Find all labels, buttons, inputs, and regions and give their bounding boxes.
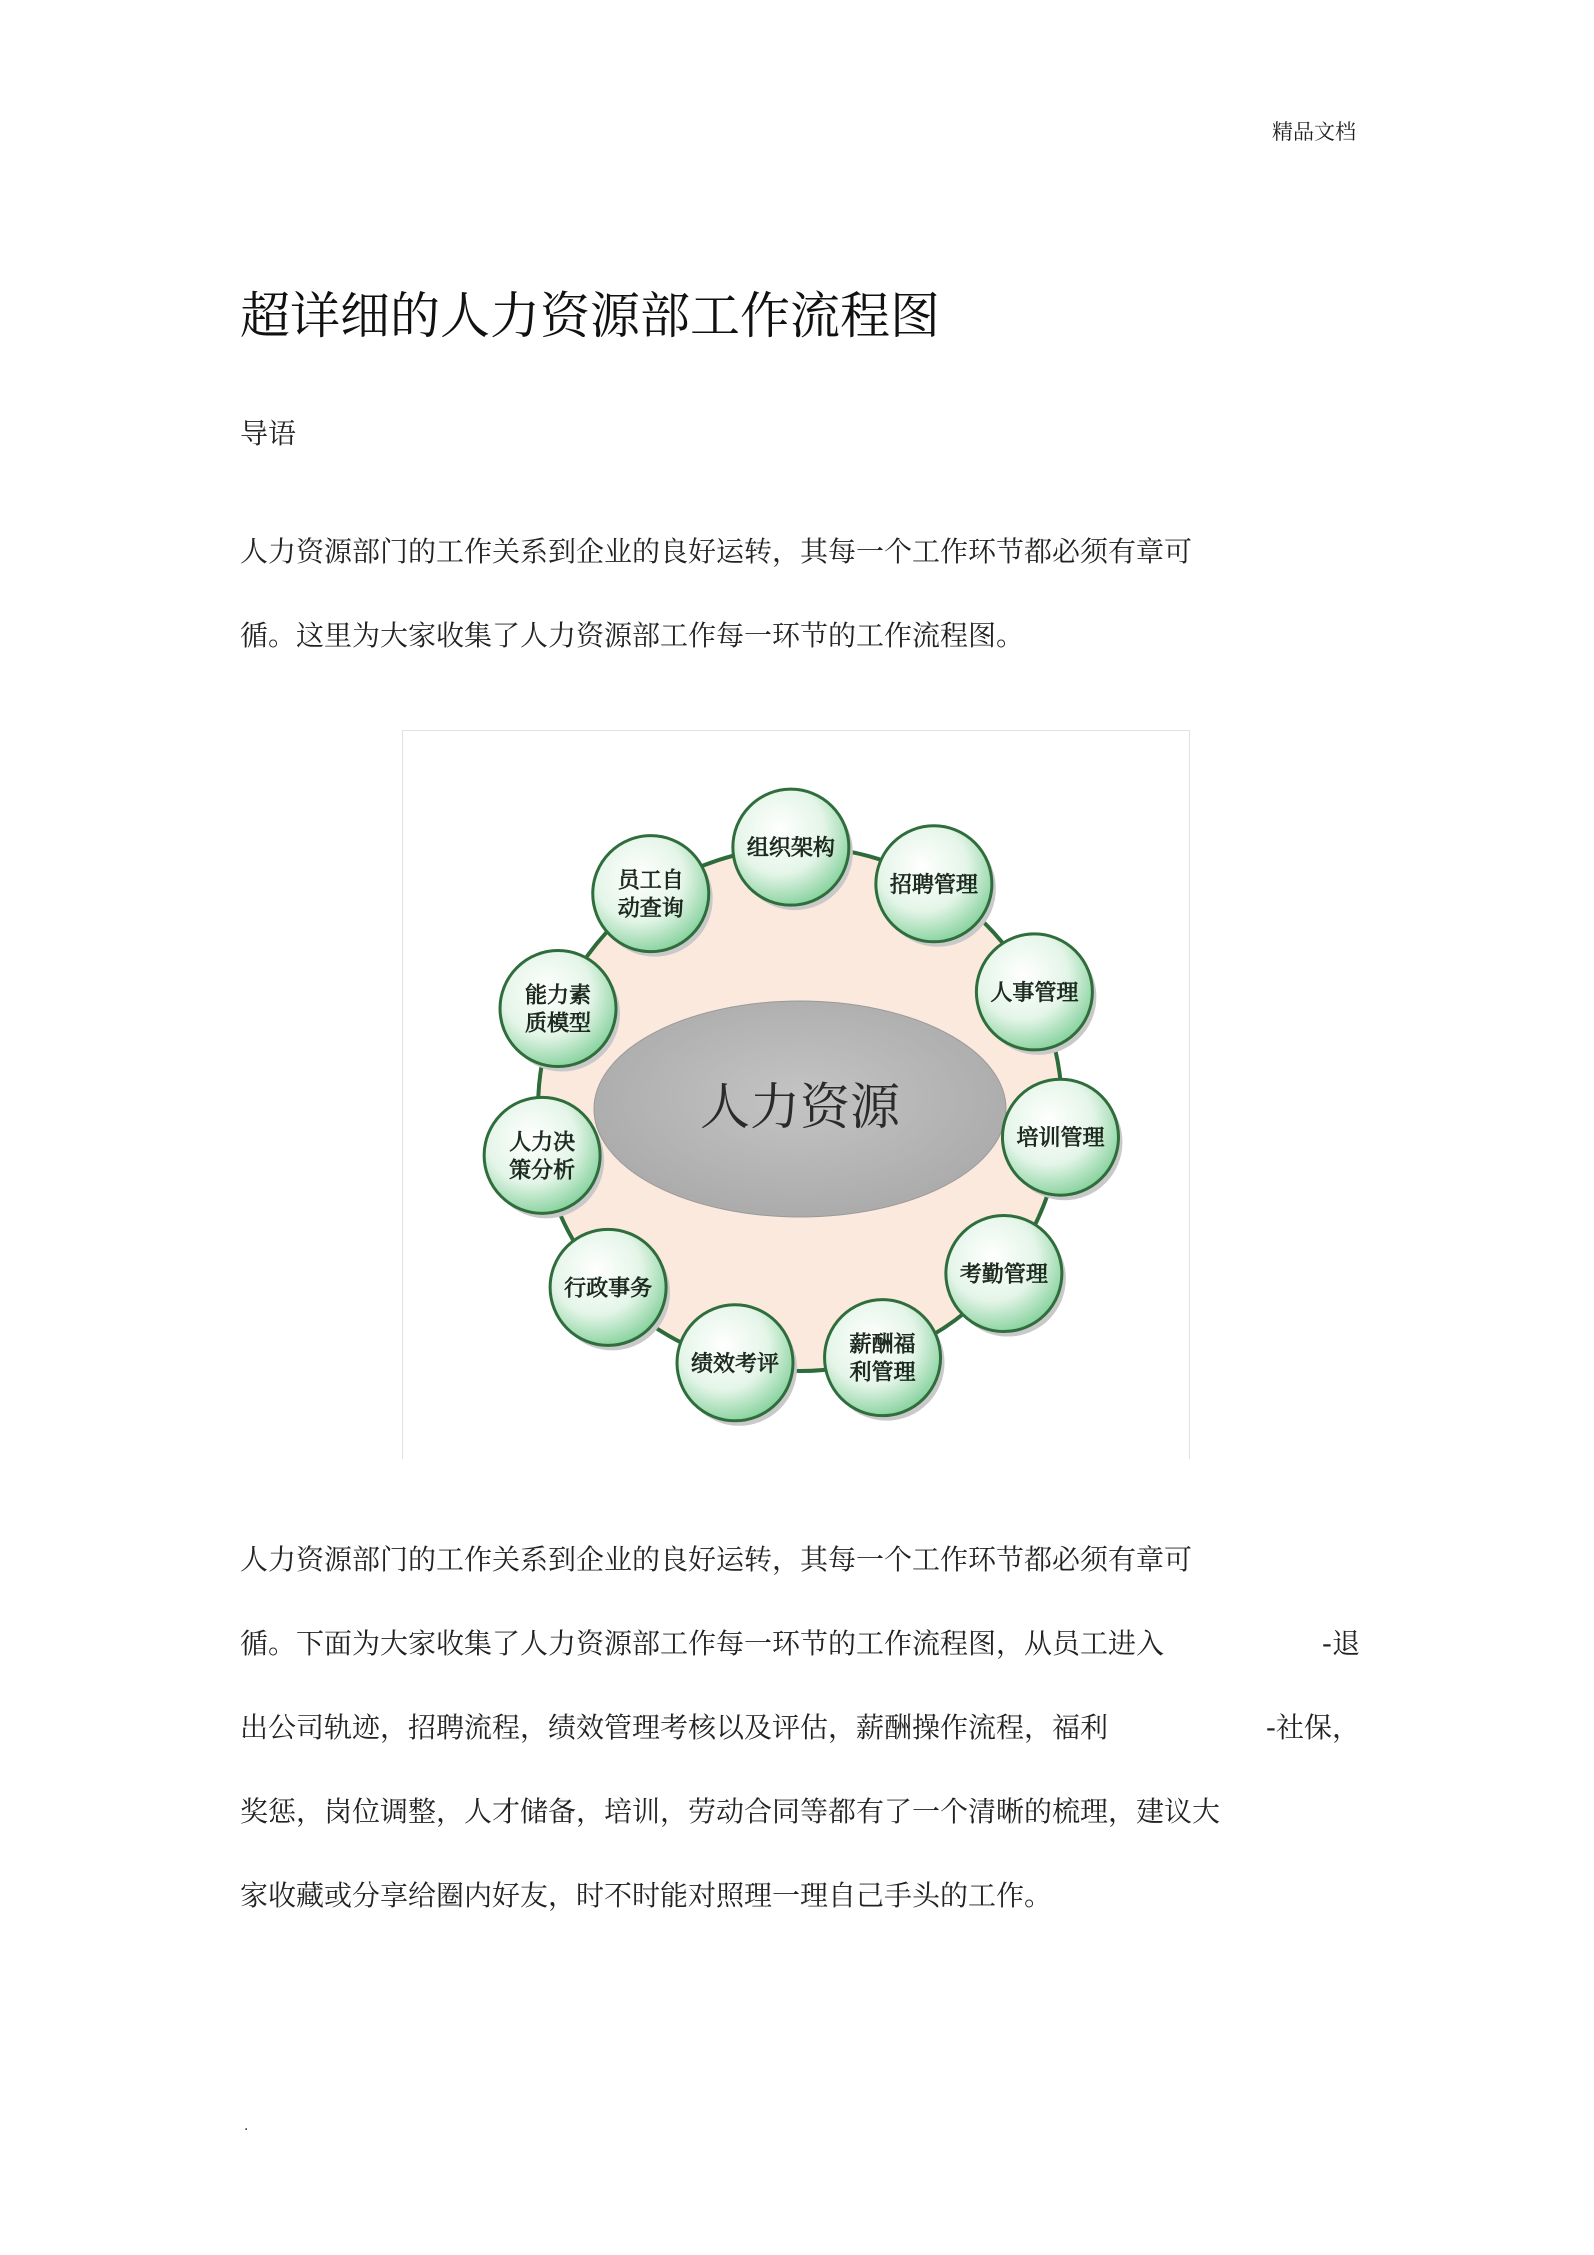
diagram-node [946, 1216, 1066, 1337]
intro-paragraph [240, 532, 1360, 700]
center-label: 人力资源 [700, 1078, 900, 1136]
node-label: 薪酬福 [849, 1332, 916, 1358]
body-paragraph [240, 1540, 1360, 1960]
body-line [240, 1624, 1360, 1708]
node-label: 培训管理 [1016, 1126, 1105, 1152]
node-label: 人力决 [509, 1130, 576, 1156]
node-label: 行政事务 [564, 1276, 653, 1302]
intro-line: 循。这里为大家收集了人力资源部工作每一环节的工作流程图。 [240, 619, 1025, 652]
node-label: 动查询 [617, 896, 684, 922]
body-line-tail: -退 [1321, 1627, 1360, 1660]
body-line-text: 出公司轨迹，招聘流程，绩效管理考核以及评估，薪酬操作流程，福利 [240, 1711, 1109, 1744]
diagram-node [550, 1229, 670, 1350]
node-label: 招聘管理 [889, 872, 978, 898]
node-label: 员工自 [617, 868, 684, 894]
body-line-text: 循。下面为大家收集了人力资源部工作每一环节的工作流程图，从员工进入 [240, 1627, 1165, 1660]
node-label: 策分析 [509, 1158, 576, 1184]
node-label: 考勤管理 [959, 1262, 1048, 1288]
page-title: 超详细的人力资源部工作流程图 [240, 287, 940, 345]
node-label: 人事管理 [990, 980, 1079, 1006]
body-line [240, 1792, 1360, 1876]
intro-line: 人力资源部门的工作关系到企业的良好运转，其每一个工作环节都必须有章可 [240, 535, 1193, 568]
body-line-text: 人力资源部门的工作关系到企业的良好运转，其每一个工作环节都必须有章可 [240, 1543, 1193, 1576]
node-label: 组织架构 [746, 836, 835, 862]
diagram-node [500, 951, 620, 1072]
node-label: 绩效考评 [690, 1351, 780, 1377]
section-heading: 导语 [240, 417, 297, 450]
node-label: 利管理 [849, 1360, 916, 1386]
body-line-text: 家收藏或分享给圈内好友，时不时能对照理一理自己手头的工作。 [240, 1879, 1053, 1912]
body-line [240, 1876, 1360, 1960]
node-label: 能力素 [525, 983, 592, 1009]
hr-diagram [402, 730, 1190, 1459]
diagram-node [484, 1097, 604, 1218]
body-line-text: 奖惩，岗位调整，人才储备，培训，劳动合同等都有了一个清晰的梳理，建议大 [240, 1795, 1221, 1828]
node-label: 质模型 [525, 1011, 592, 1037]
hr-diagram-canvas [403, 731, 1189, 1459]
body-line [240, 1540, 1360, 1624]
body-line [240, 1708, 1360, 1792]
diagram-node [677, 1305, 797, 1426]
body-line-tail: -社保， [1265, 1711, 1360, 1744]
diagram-node [825, 1300, 945, 1421]
header-mark: 精品文档 [1272, 120, 1356, 144]
footer-mark: . [244, 2118, 249, 2134]
